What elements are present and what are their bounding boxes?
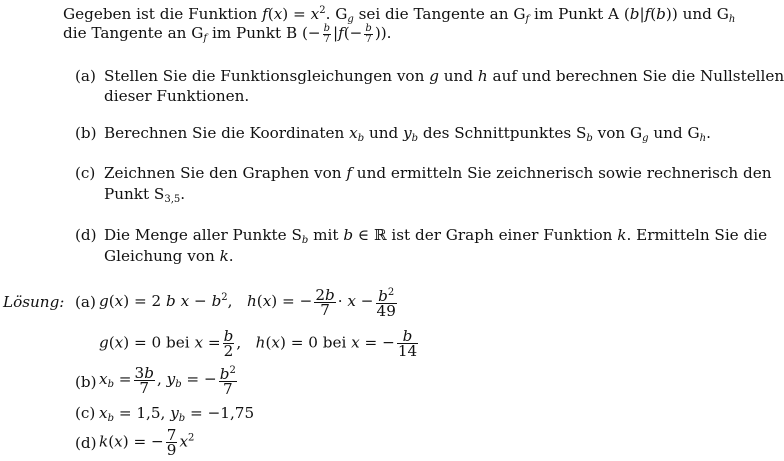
task-b-label: (b) xyxy=(75,124,97,142)
task-a-line-2: dieser Funktionen. xyxy=(104,87,250,105)
task-a-label: (a) xyxy=(75,67,96,85)
sol-d-label: (d) xyxy=(75,434,97,452)
task-a-line-1: Stellen Sie die Funktionsgleichungen von g und h auf und berechnen Sie die Nullstellen xyxy=(104,67,784,85)
solution-label: Lösung: xyxy=(3,293,65,311)
intro-point-a: im Punkt A xyxy=(534,5,619,23)
task-c-label: (c) xyxy=(75,164,96,182)
intro-and: und xyxy=(682,5,712,23)
sol-b-line: $x_b$ = $\frac{3b}{7}$ , $y_b$ = − $\frac{b^2}{7}$ xyxy=(99,363,236,398)
sol-c-line: $x_b = 1,5$, $y_b = -1,75$ xyxy=(99,404,255,424)
intro-line-1: Gegeben ist die Funktion $f(x) = x^2$. $G_g$ sei die Tangente an $G_f$ im Punkt A (b|f(b)) und $G_h$ xyxy=(63,5,736,25)
sol-c-label: (c) xyxy=(75,404,96,422)
sol-d-line: k(x) = − $\frac{7}{9}$ $x^2$ xyxy=(99,426,195,459)
intro-mid: sei die Tangente an xyxy=(358,5,509,23)
sol-a-line-1: g(x) = 2 b $x - b^2$, h(x) = − $\frac{2b}{7}$ · x − $\frac{b^2}{49}$ xyxy=(99,285,396,320)
task-d-line-2: Gleichung von k. xyxy=(104,247,234,265)
task-b-line: Berechnen Sie die Koordinaten $x_b$ und $y_b$ des Schnittpunktes $S_b$ von $G_g$ und $G_h$. xyxy=(104,124,711,144)
math-fx: $f(x) = x^2$. $G_g$ xyxy=(262,5,354,25)
sol-a-label: (a) xyxy=(75,293,96,311)
task-d-line-1: Die Menge aller Punkte $S_b$ mit b ∈ ℝ ist der Graph einer Funktion k. Ermitteln Sie die xyxy=(104,226,768,246)
intro-prefix: Gegeben ist die Funktion xyxy=(63,5,258,23)
task-d-label: (d) xyxy=(75,226,97,244)
task-c-line-1: Zeichnen Sie den Graphen von f und ermitteln Sie zeichnerisch sowie rechnerisch den xyxy=(104,164,772,182)
intro-point-b: im Punkt B xyxy=(211,24,298,42)
intro-line-2: die Tangente an $G_f$ im Punkt B (− $\frac{b}{7}$ |f(− $\frac{b}{7}$ )). xyxy=(63,22,392,45)
sol-a-line-2: g(x) = 0 bei x = $\frac{b}{2}$ , h(x) = 0 bei x = − $\frac{b}{14}$ xyxy=(99,327,418,360)
intro-line2-prefix: die Tangente an xyxy=(63,24,187,42)
task-c-line-2: Punkt $S_{3,5}$. xyxy=(104,185,186,205)
sol-b-label: (b) xyxy=(75,373,97,391)
